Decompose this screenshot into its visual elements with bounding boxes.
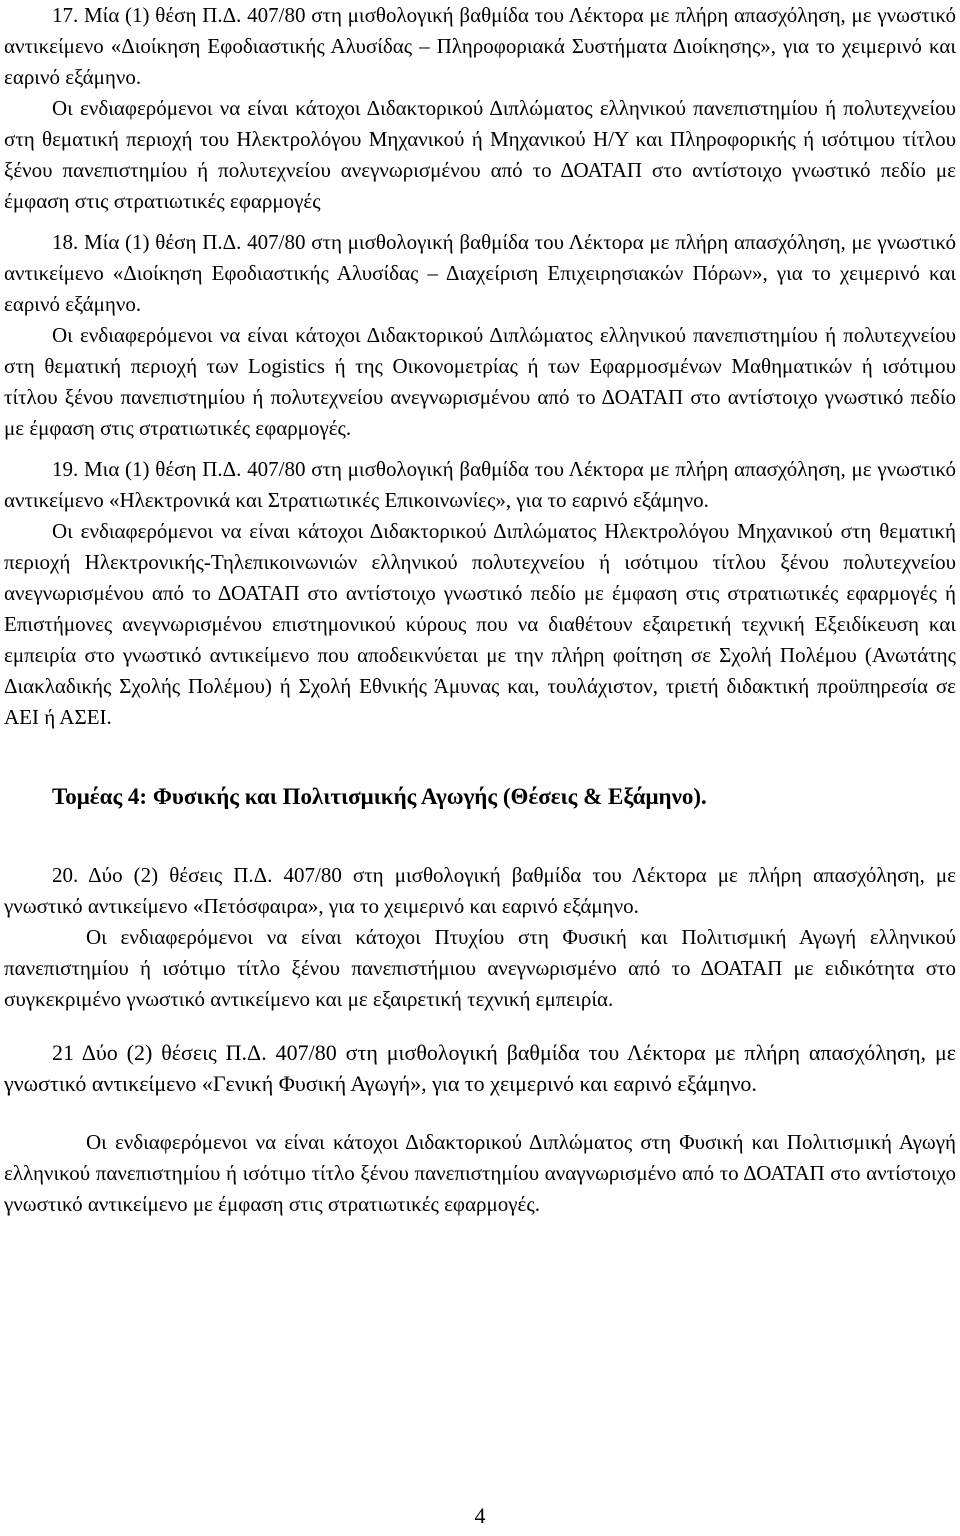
item-17-requirements: Οι ενδιαφερόμενοι να είναι κάτοχοι Διδακτορικού Διπλώματος ελληνικού πανεπιστημίου ή πολυτεχνείου στη θεματική περιοχή του Ηλεκτρολόγου Μηχανικού ή Μηχανικού Η/Υ και Πληροφορικής ή ισότιμου τίτλου ξένου πανεπιστημίου ή πολυτεχνείου ανεγνωρισμένου από το ΔΟΑΤΑΠ στο αντίστοιχο γνωστικό πεδίο με έμφαση στις στρατιωτικές εφαρμογές <box>4 96 956 213</box>
section-heading-sector-4: Τομέας 4: Φυσικής και Πολιτισμικής Αγωγής (Θέσεις & Εξάμηνο). <box>52 784 707 809</box>
item-20-title: 20. Δύο (2) θέσεις Π.Δ. 407/80 στη μισθολογική βαθμίδα του Λέκτορα με πλήρη απασχόληση, με γνωστικό αντικείμενο «Πετόσφαιρα», για το χειμερινό και εαρινό εξάμηνο. <box>4 863 956 918</box>
item-18-requirements: Οι ενδιαφερόμενοι να είναι κάτοχοι Διδακτορικού Διπλώματος ελληνικού πανεπιστημίου ή πολυτεχνείου στη θεματική περιοχή των Logistics ή της Οικονομετρίας ή των Εφαρμοσμένων Μαθηματικών ή ισότιμου τίτλου ξένου πανεπιστημίου ή πολυτεχνείου ανεγνωρισμένου από το ΔΟΑΤΑΠ στο αντίστοιχο γνωστικό πεδίο με έμφαση στις στρατιωτικές εφαρμογές. <box>4 323 956 440</box>
page-number: 4 <box>474 1503 486 1528</box>
document-page <box>4 0 956 1220</box>
item-21-title: 21 Δύο (2) θέσεις Π.Δ. 407/80 στη μισθολογική βαθμίδα του Λέκτορα με πλήρη απασχόληση, με γνωστικό αντικείμενο «Γενική Φυσική Αγωγή», για το χειμερινό και εαρινό εξάμηνο. <box>4 1040 956 1096</box>
item-21-requirements: Οι ενδιαφερόμενοι να είναι κάτοχοι Διδακτορικού Διπλώματος στη Φυσική και Πολιτισμική Αγωγή ελληνικού πανεπιστημίου ή ισότιμο τίτλο ξένου πανεπιστημίου αναγνωρισμένο από το ΔΟΑΤΑΠ στο αντίστοιχο γνωστικό αντικείμενο με έμφαση στις στρατιωτικές εφαρμογές. <box>4 1130 956 1216</box>
item-20-requirements: Οι ενδιαφερόμενοι να είναι κάτοχοι Πτυχίου στη Φυσική και Πολιτισμική Αγωγή ελληνικού πανεπιστημίου ή ισότιμο τίτλο ξένου πανεπιστήμιου ανεγνωρισμένο από το ΔΟΑΤΑΠ με ειδικότητα στο συγκεκριμένο γνωστικό αντικείμενο και με εξαιρετική τεχνική εμπειρία. <box>4 925 956 1011</box>
item-17-title: 17. Μία (1) θέση Π.Δ. 407/80 στη μισθολογική βαθμίδα του Λέκτορα με πλήρη απασχόληση, με γνωστικό αντικείμενο «Διοίκηση Εφοδιαστικής Αλυσίδας – Πληροφοριακά Συστήματα Διοίκησης», για το χειμερινό και εαρινό εξάμηνο. <box>4 3 956 89</box>
item-19-title: 19. Μια (1) θέση Π.Δ. 407/80 στη μισθολογική βαθμίδα του Λέκτορα με πλήρη απασχόληση, με γνωστικό αντικείμενο «Ηλεκτρονικά και Στρατιωτικές Επικοινωνίες», για το εαρινό εξάμηνο. <box>4 457 956 512</box>
item-18-title: 18. Μία (1) θέση Π.Δ. 407/80 στη μισθολογική βαθμίδα του Λέκτορα με πλήρη απασχόληση, με γνωστικό αντικείμενο «Διοίκηση Εφοδιαστικής Αλυσίδας – Διαχείριση Επιχειρησιακών Πόρων», για το χειμερινό και εαρινό εξάμηνο. <box>4 230 956 316</box>
item-19-requirements: Οι ενδιαφερόμενοι να είναι κάτοχοι Διδακτορικού Διπλώματος Ηλεκτρολόγου Μηχανικού στη θεματική περιοχή Ηλεκτρονικής-Τηλεπικοινωνιών ελληνικού πολυτεχνείου ή ισότιμου τίτλου ξένου πολυτεχνείου ανεγνωρισμένου από το ΔΟΑΤΑΠ στο αντίστοιχο γνωστικό πεδίο με έμφαση στις στρατιωτικές εφαρμογές ή Επιστήμονες ανεγνωρισμένου επιστημονικού κύρους που να διαθέτουν εξαιρετική τεχνική Εξειδίκευση και εμπειρία στο γνωστικό αντικείμενο που αποδεικνύεται με την πλήρη φοίτηση σε Σχολή Πολέμου (Ανωτάτης Διακλαδικής Σχολής Πολέμου) ή Σχολή Εθνικής Άμυνας και, τουλάχιστον, τριετή διδακτική προϋπηρεσία σε ΑΕΙ ή ΑΣΕΙ. <box>4 519 956 729</box>
